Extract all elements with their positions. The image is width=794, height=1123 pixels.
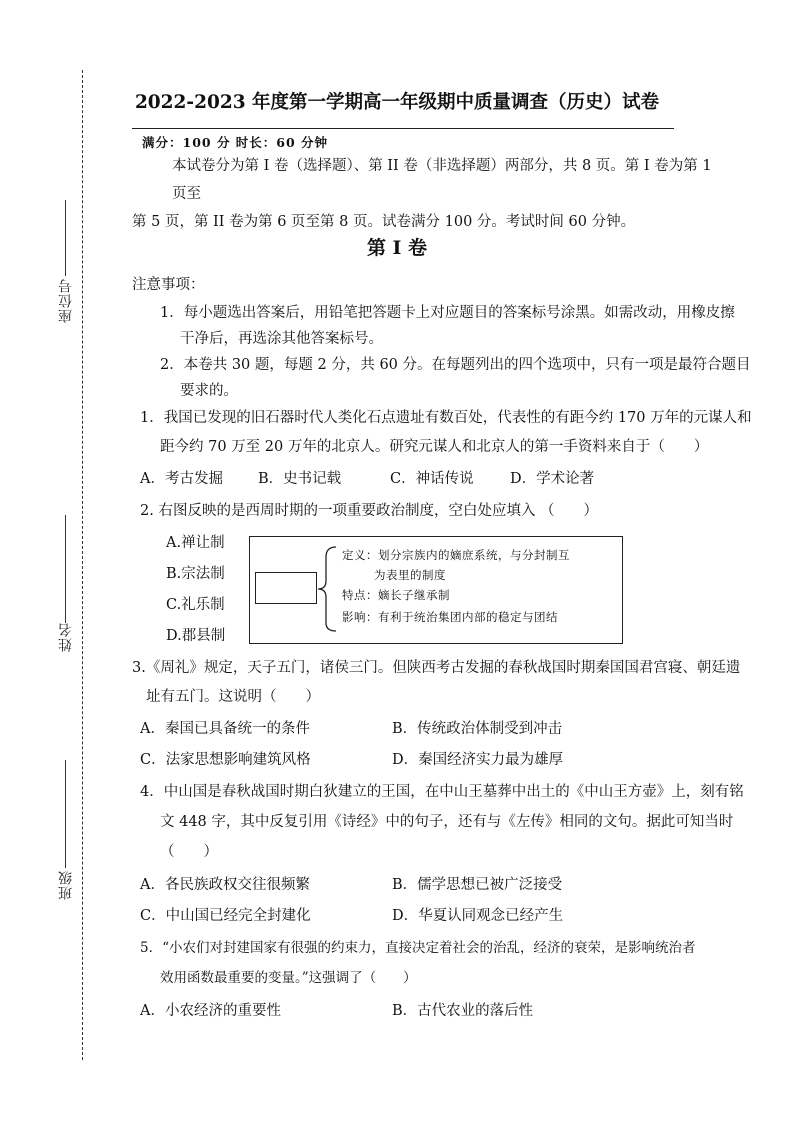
q5-stem-line-2: 效用函数最重要的变量。”这强调了（ ） bbox=[160, 970, 417, 986]
q5-option-a: A．小农经济的重要性 bbox=[140, 1003, 281, 1019]
q5-stem-line-1: 5．“小农们对封建国家有很强的约束力，直接决定着社会的治乱，经济的衰荣，是影响统治者 bbox=[140, 940, 696, 956]
exam-meta: 满分：100 分 时长：60 分钟 bbox=[142, 135, 329, 150]
intro-line-1: 本试卷分为第 I 卷（选择题）、第 II 卷（非选择题）两部分，共 8 页。第 I 卷为第 1 页至 bbox=[172, 158, 712, 202]
class-blank bbox=[65, 760, 66, 868]
q1-stem-line-2: 距今约 70 万至 20 万年的北京人。研究元谋人和北京人的第一手资料来自于（ ） bbox=[160, 439, 709, 455]
q4-option-d: D．华夏认同观念已经产生 bbox=[392, 908, 564, 924]
name-label: 姓名 bbox=[58, 622, 74, 652]
q3-stem-line-1: 3.《周礼》规定，天子五门，诸侯三门。但陕西考古发掘的春秋战国时期秦国国君宫寝、朝廷遗 bbox=[132, 660, 741, 676]
q2-diagram-definition-2: 为表里的制度 bbox=[374, 568, 446, 582]
section-title: 第 I 卷 bbox=[366, 237, 428, 259]
q5-option-b: B．古代农业的落后性 bbox=[392, 1003, 534, 1019]
q2-diagram-feature: 特点：嫡长子继承制 bbox=[342, 588, 450, 602]
q4-option-b: B．儒学思想已被广泛接受 bbox=[392, 877, 563, 893]
q2-brace bbox=[318, 545, 338, 633]
q2-diagram-effect: 影响：有利于统治集团内部的稳定与团结 bbox=[342, 610, 558, 624]
note-2-line-1: 2．本卷共 30 题，每题 2 分，共 60 分。在每题列出的四个选项中，只有一项是最符合题目 bbox=[160, 357, 751, 373]
intro-line-2: 第 5 页，第 II 卷为第 6 页至第 8 页。试卷满分 100 分。考试时间 60 分钟。 bbox=[132, 214, 636, 230]
seat-number-label: 座位号 bbox=[58, 278, 74, 323]
q2-stem: 2. 右图反映的是西周时期的一项重要政治制度，空白处应填入 （ ） bbox=[140, 503, 599, 519]
q2-diagram bbox=[249, 536, 623, 644]
q1-option-b: B．史书记载 bbox=[258, 471, 342, 487]
q2-option-a: A.禅让制 bbox=[166, 535, 225, 551]
q1-stem-line-1: 1．我国已发现的旧石器时代人类化石点遗址有数百处，代表性的有距今约 170 万年的元谋人和 bbox=[140, 410, 752, 426]
q2-option-d: D.郡县制 bbox=[166, 628, 226, 644]
q2-option-b: B.宗法制 bbox=[166, 566, 225, 582]
q4-stem-line-1: 4．中山国是春秋战国时期白狄建立的王国，在中山王墓葬中出土的《中山王方壶》上，刻有铭 bbox=[140, 784, 744, 800]
q1-option-a: A．考古发掘 bbox=[140, 471, 223, 487]
q4-stem-line-2: 文 448 字，其中反复引用《诗经》中的句子，还有与《左传》相同的文句。据此可知当时 bbox=[160, 814, 734, 830]
q3-option-c: C．法家思想影响建筑风格 bbox=[140, 752, 311, 768]
exam-title: 2022-2023 年度第一学期高一年级期中质量调查（历史）试卷 bbox=[134, 92, 660, 113]
note-2-line-2: 要求的。 bbox=[180, 383, 238, 399]
q4-option-a: A．各民族政权交往很频繁 bbox=[140, 877, 310, 893]
class-label: 班级 bbox=[58, 870, 74, 900]
name-blank bbox=[65, 515, 66, 623]
q3-option-b: B．传统政治体制受到冲击 bbox=[392, 721, 563, 737]
q1-option-d: D．学术论著 bbox=[510, 471, 595, 487]
note-1-line-1: 1．每小题选出答案后，用铅笔把答题卡上对应题目的答案标号涂黑。如需改动，用橡皮擦 bbox=[160, 305, 735, 321]
q3-option-a: A．秦国已具备统一的条件 bbox=[140, 721, 310, 737]
exam-intro bbox=[132, 152, 722, 236]
q2-blank-box bbox=[255, 572, 317, 604]
notes-heading: 注意事项： bbox=[132, 277, 205, 293]
note-1-line-2: 干净后，再选涂其他答案标号。 bbox=[180, 331, 383, 347]
q4-stem-line-3: （ ） bbox=[160, 844, 218, 860]
q3-option-d: D．秦国经济实力最为雄厚 bbox=[392, 752, 564, 768]
q1-option-c: C．神话传说 bbox=[390, 471, 474, 487]
q2-diagram-definition-1: 定义：划分宗族内的嫡庶系统，与分封制互 bbox=[342, 548, 570, 562]
q3-stem-line-2: 址有五门。这说明（ ） bbox=[146, 689, 320, 705]
q2-option-c: C.礼乐制 bbox=[166, 597, 225, 613]
q4-option-c: C．中山国已经完全封建化 bbox=[140, 908, 311, 924]
title-rule bbox=[132, 128, 674, 129]
binding-dashed-line bbox=[82, 70, 83, 1060]
